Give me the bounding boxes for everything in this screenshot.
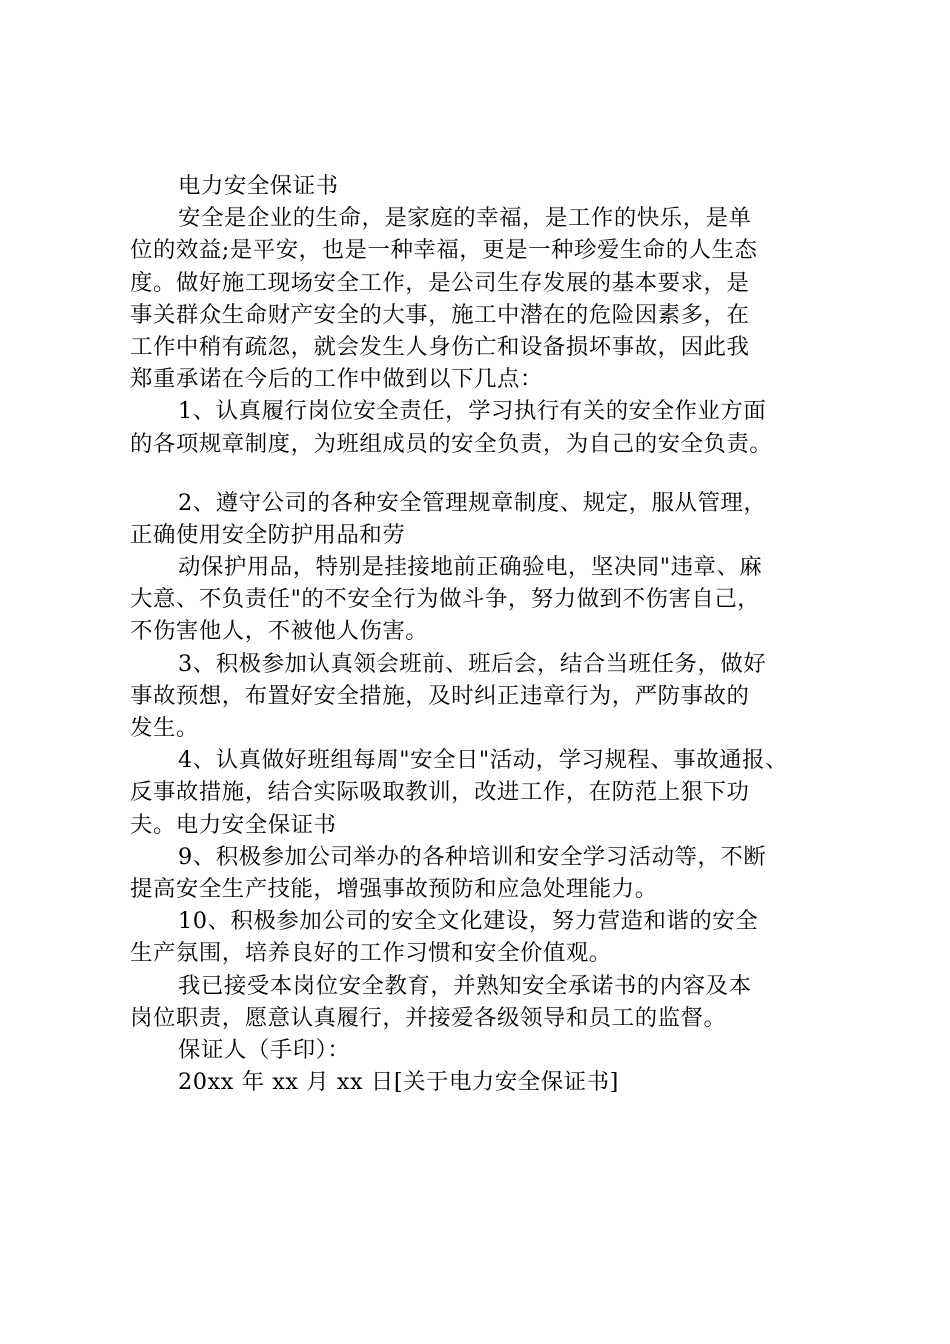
item-9-line: 9、积极参加公司举办的各种培训和安全学习活动等，不断 <box>178 843 767 870</box>
item-2-line: 2、遵守公司的各种安全管理规章制度、规定，服从管理， <box>178 489 767 516</box>
intro-paragraph <box>130 202 845 395</box>
date-line: 20xx 年 xx 月 xx 日[关于电力安全保证书] <box>178 1069 619 1096</box>
intro-line: 事关群众生命财产安全的大事，施工中潜在的危险因素多，在 <box>130 301 750 328</box>
closing-line: 我已接受本岗位安全教育，并熟知安全承诺书的内容及本 <box>178 972 752 999</box>
document-body <box>130 170 845 1098</box>
intro-line: 郑重承诺在今后的工作中做到以下几点： <box>130 366 543 393</box>
paragraph-gap <box>130 460 845 487</box>
item-3-line: 发生。 <box>130 715 199 741</box>
item-10-line: 生产氛围，培养良好的工作习惯和安全价值观。 <box>130 940 612 967</box>
item-2-line: 正确使用安全防护用品和劳 <box>130 521 406 548</box>
item-2-paragraph <box>130 487 845 551</box>
item-4-line: 夫。电力安全保证书 <box>130 811 337 838</box>
item-4-line: 4、认真做好班组每周"安全日"活动，学习规程、事故通报、 <box>178 747 789 774</box>
item-3-paragraph <box>130 648 845 745</box>
item-2-continuation-paragraph <box>130 551 845 648</box>
item-2-continuation-line: 不伤害他人，不被他人伤害。 <box>130 618 429 645</box>
item-9-paragraph <box>130 841 845 905</box>
item-1-line: 的各项规章制度，为班组成员的安全负责，为自己的安全负责。 <box>130 430 773 457</box>
closing-paragraph <box>130 970 845 1034</box>
item-10-line: 10、积极参加公司的安全文化建设，努力营造和谐的安全 <box>178 908 759 935</box>
item-1-paragraph <box>130 395 845 459</box>
item-10-paragraph <box>130 905 845 969</box>
item-2-continuation-line: 大意、不负责任"的不安全行为做斗争，努力做到不伤害自己， <box>130 586 761 613</box>
item-4-paragraph <box>130 744 845 841</box>
closing-line: 岗位职责，愿意认真履行，并接爱各级领导和员工的监督。 <box>130 1004 727 1031</box>
item-1-line: 1、认真履行岗位安全责任，学习执行有关的安全作业方面 <box>178 398 767 425</box>
item-3-line: 3、积极参加认真领会班前、班后会，结合当班任务，做好 <box>178 650 767 677</box>
intro-line: 工作中稍有疏忽，就会发生人身伤亡和设备损坏事故，因此我 <box>130 333 750 360</box>
intro-line: 位的效益;是平安，也是一种幸福，更是一种珍爱生命的人生态 <box>130 237 758 264</box>
signature-line: 保证人（手印）： <box>178 1036 351 1063</box>
intro-line: 度。做好施工现场安全工作，是公司生存发展的基本要求，是 <box>130 269 750 296</box>
item-9-line: 提高安全生产技能，增强事故预防和应急处理能力。 <box>130 875 658 902</box>
intro-line: 安全是企业的生命，是家庭的幸福，是工作的快乐，是单 <box>178 205 752 232</box>
item-2-continuation-line: 动保护用品，特别是挂接地前正确验电，坚决同"违章、麻 <box>178 554 763 581</box>
item-3-line: 事故预想，布置好安全措施，及时纠正违章行为，严防事故的 <box>130 682 750 709</box>
item-4-line: 反事故措施，结合实际吸取教训，改进工作，在防范上狠下功 <box>130 779 750 806</box>
document-title: 电力安全保证书 <box>178 173 339 199</box>
